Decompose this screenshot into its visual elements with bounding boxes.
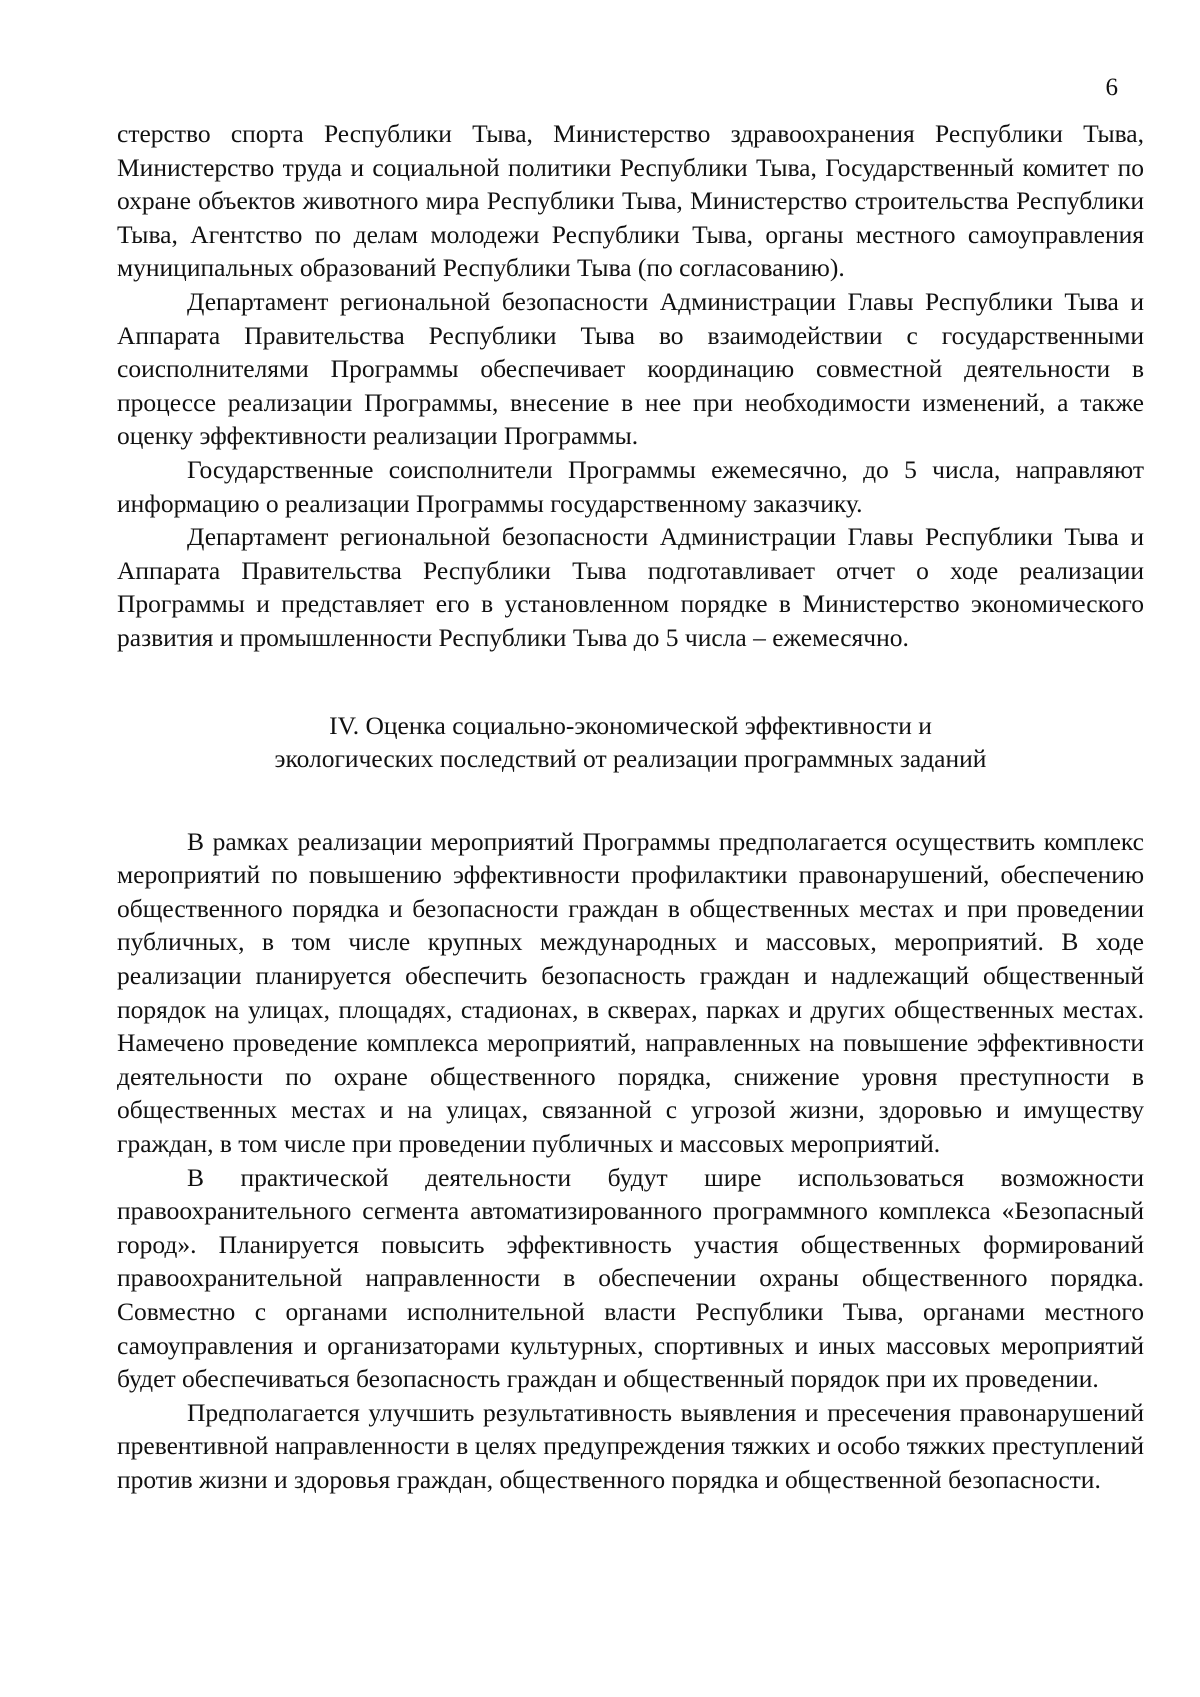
paragraph-report-submission: Департамент региональной безопасности Администрации Главы Республики Тыва и Аппарата Правительства Республики Тыва подготавливает отчет о ходе реализации Программы и представляет его в установленном порядке в Министерство экономического развития и промышленности Республики Тыва до 5 числа – ежемесячно.: [117, 522, 1144, 652]
page-number: 6: [1105, 74, 1118, 101]
paragraph-program-measures: В рамках реализации мероприятий Программы предполагается осуществить комплекс мероприятий по повышению эффективности профилактики правонарушений, обеспечению общественного порядка и безопасности граждан в общественных местах и при проведении публичных, в том числе крупных международных и массовых, мероприятий. В ходе реализации планируется обеспечить безопасность граждан и надлежащий общественный порядок на улицах, площадях, стадионах, в скверах, парках и других общественных местах. Намечено проведение комплекса мероприятий, направленных на повышение эффективности деятельности по охране общественного порядка, снижение уровня преступности в общественных местах и на улицах, связанной с угрозой жизни, здоровью и имуществу граждан, в том числе при проведении публичных и массовых мероприятий.: [117, 826, 1144, 1159]
paragraph-monthly-reporting: Государственные соисполнители Программы ежемесячно, до 5 числа, направляют информацию о реализации Программы государственному заказчику.: [117, 454, 1144, 518]
paragraph-department-coordination: Департамент региональной безопасности Администрации Главы Республики Тыва и Аппарата Правительства Республики Тыва во взаимодействии с государственными соисполнителями Программы обеспечивает координацию совместной деятельности в процессе реализации Программы, внесение в нее при необходимости изменений, а также оценку эффективности реализации Программы.: [117, 286, 1144, 451]
section-heading-line-2: экологических последствий от реализации программных заданий: [274, 744, 987, 774]
paragraph-continuation: стерство спорта Республики Тыва, Министерство здравоохранения Республики Тыва, Министерство труда и социальной политики Республики Тыва, Государственный комитет по охране объектов животного мира Республики Тыва, Министерство строительства Республики Тыва, Агентство по делам молодежи Республики Тыва, органы местного самоуправления муниципальных образований Республики Тыва (по согласованию).: [117, 119, 1144, 283]
paragraph-prevention: Предполагается улучшить результативность выявления и пресечения правонарушений превентивной направленности в целях предупреждения тяжких и особо тяжких преступлений против жизни и здоровья граждан, общественного порядка и общественной безопасности.: [117, 1397, 1144, 1494]
page-content: [117, 117, 1144, 1497]
paragraph-safe-city: В практической деятельности будут шире использоваться возможности правоохранительного сегмента автоматизированного программного комплекса «Безопасный город». Планируется повысить эффективность участия общественных формирований правоохранительной направленности в обеспечении охраны общественного порядка. Совместно с органами исполнительной власти Республики Тыва, органами местного самоуправления и организаторами культурных, спортивных и иных массовых мероприятий будет обеспечиваться безопасность граждан и общественный порядок при их проведении.: [117, 1162, 1144, 1394]
section-heading: [117, 709, 1144, 776]
section-heading-line-1: IV. Оценка социально-экономической эффективности и: [329, 710, 932, 740]
